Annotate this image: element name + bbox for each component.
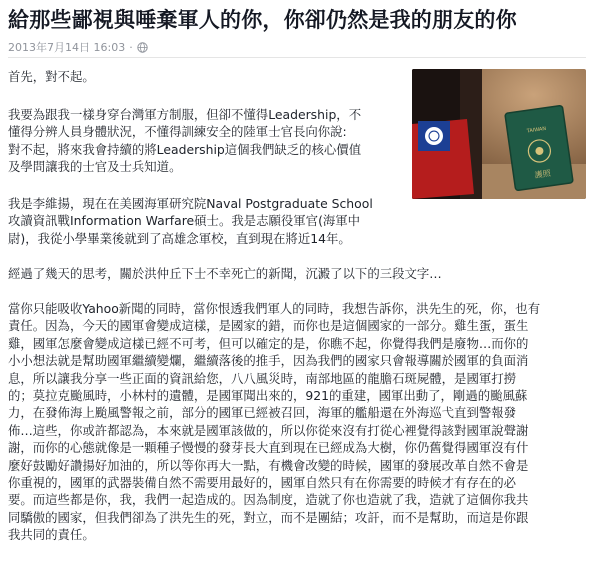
- post-meta: [8, 39, 148, 55]
- text-line: 我共同的責任。: [8, 527, 95, 543]
- post-paragraph-3: [8, 195, 373, 247]
- text-line: 對不起，將來我會持續的將Leadership這個我們缺乏的核心價值: [8, 141, 362, 157]
- text-line: 力，在發佈海上颱風警報之前，部分的國軍已經被召回，海軍的艦船還在外海巡弋直到警報發: [8, 405, 517, 421]
- post-title: 給那些鄙視與唾棄軍人的你，你卻仍然是我的朋友的你: [8, 8, 517, 32]
- text-line: 息，所以讓我分享一些正面的資訊給您，八八風災時，南部地區的龍膽石斑屍體，是國軍打撈: [8, 370, 517, 386]
- text-line: 責任。因為，今天的國軍會變成這樣，是國家的錯，而你也是這個國家的一部分。雞生蛋，蛋生: [8, 318, 529, 334]
- text-line: 懂得分辨人員身體狀況，不懂得訓練安全的陸軍士官長向你說:: [8, 124, 347, 140]
- text-line: 經過了幾天的思考，關於洪仲丘下士不幸死亡的新聞，沉澱了以下的三段文字…: [8, 266, 442, 281]
- post-paragraph-1: [8, 68, 95, 85]
- text-line: 我是李維揚，現在在美國海軍研究院Naval Postgraduate School: [8, 196, 373, 211]
- text-line: 攻讀資訊戰Information Warfare碩士。我是志願役軍官(海軍中: [8, 213, 361, 229]
- text-line: 佈…這些，你或許都認為，本來就是國軍該做的，所以你從來沒有打從心裡覺得該對國軍說聲謝: [8, 422, 529, 438]
- text-line: 首先，對不起。: [8, 69, 95, 84]
- post-paragraph-2: [8, 106, 361, 176]
- text-line: 你重視的，國軍的武器裝備自然不需要用最好的，國軍自然只有在你需要的時候才有存在的必: [8, 475, 517, 491]
- text-line: 尉)，我從小學畢業後就到了高雄念軍校，直到現在將近14年。: [8, 230, 351, 246]
- text-line: 小小想法就是幫助國軍繼續變爛，繼續落後的推手，因為我們的國家只會報導關於國軍的負面消: [8, 353, 529, 369]
- post-paragraph-4: [8, 265, 442, 282]
- text-line: 及學問讓我的士官及士兵知道。: [8, 159, 182, 175]
- text-line: 的；莫拉克颱風時，小林村的遺體，是國軍聞出來的，921的重建，國軍出動了，剛過的颱風蘇: [8, 388, 528, 404]
- text-line: 謝，而你的心態就像是一顆種子慢慢的發芽長大直到現在已經成為大樹，你仍舊覺得國軍沒有什: [8, 440, 529, 456]
- post-date[interactable]: 2013年7月14日 16:03: [8, 41, 126, 54]
- text-line: 同驕傲的國家，但我們卻為了洪先生的死，對立，而不是團結；攻訐，而不是幫助，而這是你跟: [8, 509, 529, 525]
- text-line: 雞，國軍怎麼會變成這樣已經不可考，但可以確定的是，你瞧不起，你覺得我們是廢物…而你的: [8, 335, 529, 351]
- text-line: 我要為跟我一樣身穿台灣軍方制服，但卻不懂得Leadership，不: [8, 107, 362, 122]
- text-line: 當你只能吸收Yahoo新聞的同時，當你恨透我們軍人的同時，我想告訴你，洪先生的死，你，也有: [8, 301, 541, 316]
- passport-label: 護照: [534, 168, 552, 180]
- post-photo[interactable]: [412, 69, 586, 199]
- middle-dot: ·: [129, 40, 133, 54]
- text-line: 麼好鼓勵好讚揚好加油的，所以等你再大一點，有機會改變的時候，國軍的發展改革自然不會是: [8, 457, 529, 473]
- text-line: 要。而這些都是你，我，我們一起造成的。因為制度，造就了你也造就了我，造就了這個你我共: [8, 492, 529, 508]
- header-divider: [8, 57, 586, 58]
- post-paragraph-5: [8, 300, 540, 544]
- passport-country: TAIWAN: [526, 125, 547, 135]
- globe-icon[interactable]: [137, 42, 148, 53]
